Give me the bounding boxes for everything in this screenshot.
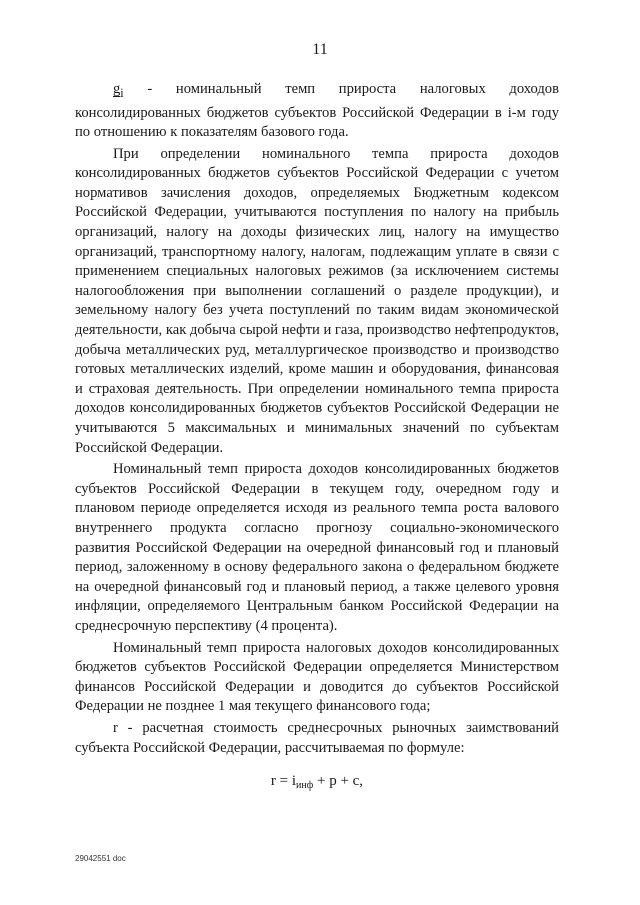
definition-g-text: - номинальный темп прироста налоговых доходов консолидированных бюджетов субъектов Российской Федерации в i-м году по отношению к показателям базового года. <box>75 81 559 141</box>
paragraph-nominal-growth-rate: Номинальный темп прироста доходов консолидированных бюджетов субъектов Российской Федерации в текущем году, очередном году и плановом периоде определяется исходя из реального темпа роста валового внутреннего продукта согласно прогнозу социально-экономического развития Российской Федерации на очередной финансовый год и плановый период, заложенному в основу федерального закона о федеральном бюджете на очередной финансовый год и плановый период, а также целевого уровня инфляции, определяемого Центральным банком Российской Федерации на среднесрочную перспективу (4 процента). <box>75 461 559 634</box>
definition-g-paragraph <box>75 80 559 143</box>
symbol-g: $g_i$ <box>113 81 124 100</box>
formula-r: $r = i_{инф} + p + c$, <box>270 773 364 792</box>
paragraph-ministry-of-finance: Номинальный темп прироста налоговых доходов консолидированных бюджетов субъектов Российской Федерации определяется Министерством финансов Российской Федерации и доводится до субъектов Российской Федерации не позднее 1 мая текущего финансового года; <box>75 639 559 715</box>
page-number: 11 <box>312 41 328 58</box>
document-body <box>75 80 559 798</box>
footer-doc-id: 29042551 doc <box>75 854 126 863</box>
definition-r-paragraph: r - расчетная стоимость среднесрочных рыночных заимствований субъекта Российской Федерации, рассчитываемая по формуле: <box>75 719 559 756</box>
paragraph-tax-revenue-determination: При определении номинального темпа прироста доходов консолидированных бюджетов субъектов Российской Федерации с учетом нормативов зачисления доходов, определяемых Бюджетным кодексом Российской Федерации, учитываются поступления по налогу на прибыль организаций, налогу на доходы физических лиц, налогу на имущество организаций, транспортному налогу, налогам, подлежащим уплате в связи с применением специальных налоговых режимов (за исключением системы налогообложения при выполнении соглашений о разделе продукции), и земельному налогу без учета поступлений по таким видам экономической деятельности, как добыча сырой нефти и газа, производство нефтепродуктов, добыча металлических руд, металлургическое производство и производство готовых металлических изделий, кроме машин и оборудования, финансовая и страховая деятельность. При определении номинального темпа прироста доходов консолидированных бюджетов субъектов Российской Федерации не учитываются 5 максимальных и минимальных значений по субъектам Российской Федерации. <box>75 145 559 456</box>
